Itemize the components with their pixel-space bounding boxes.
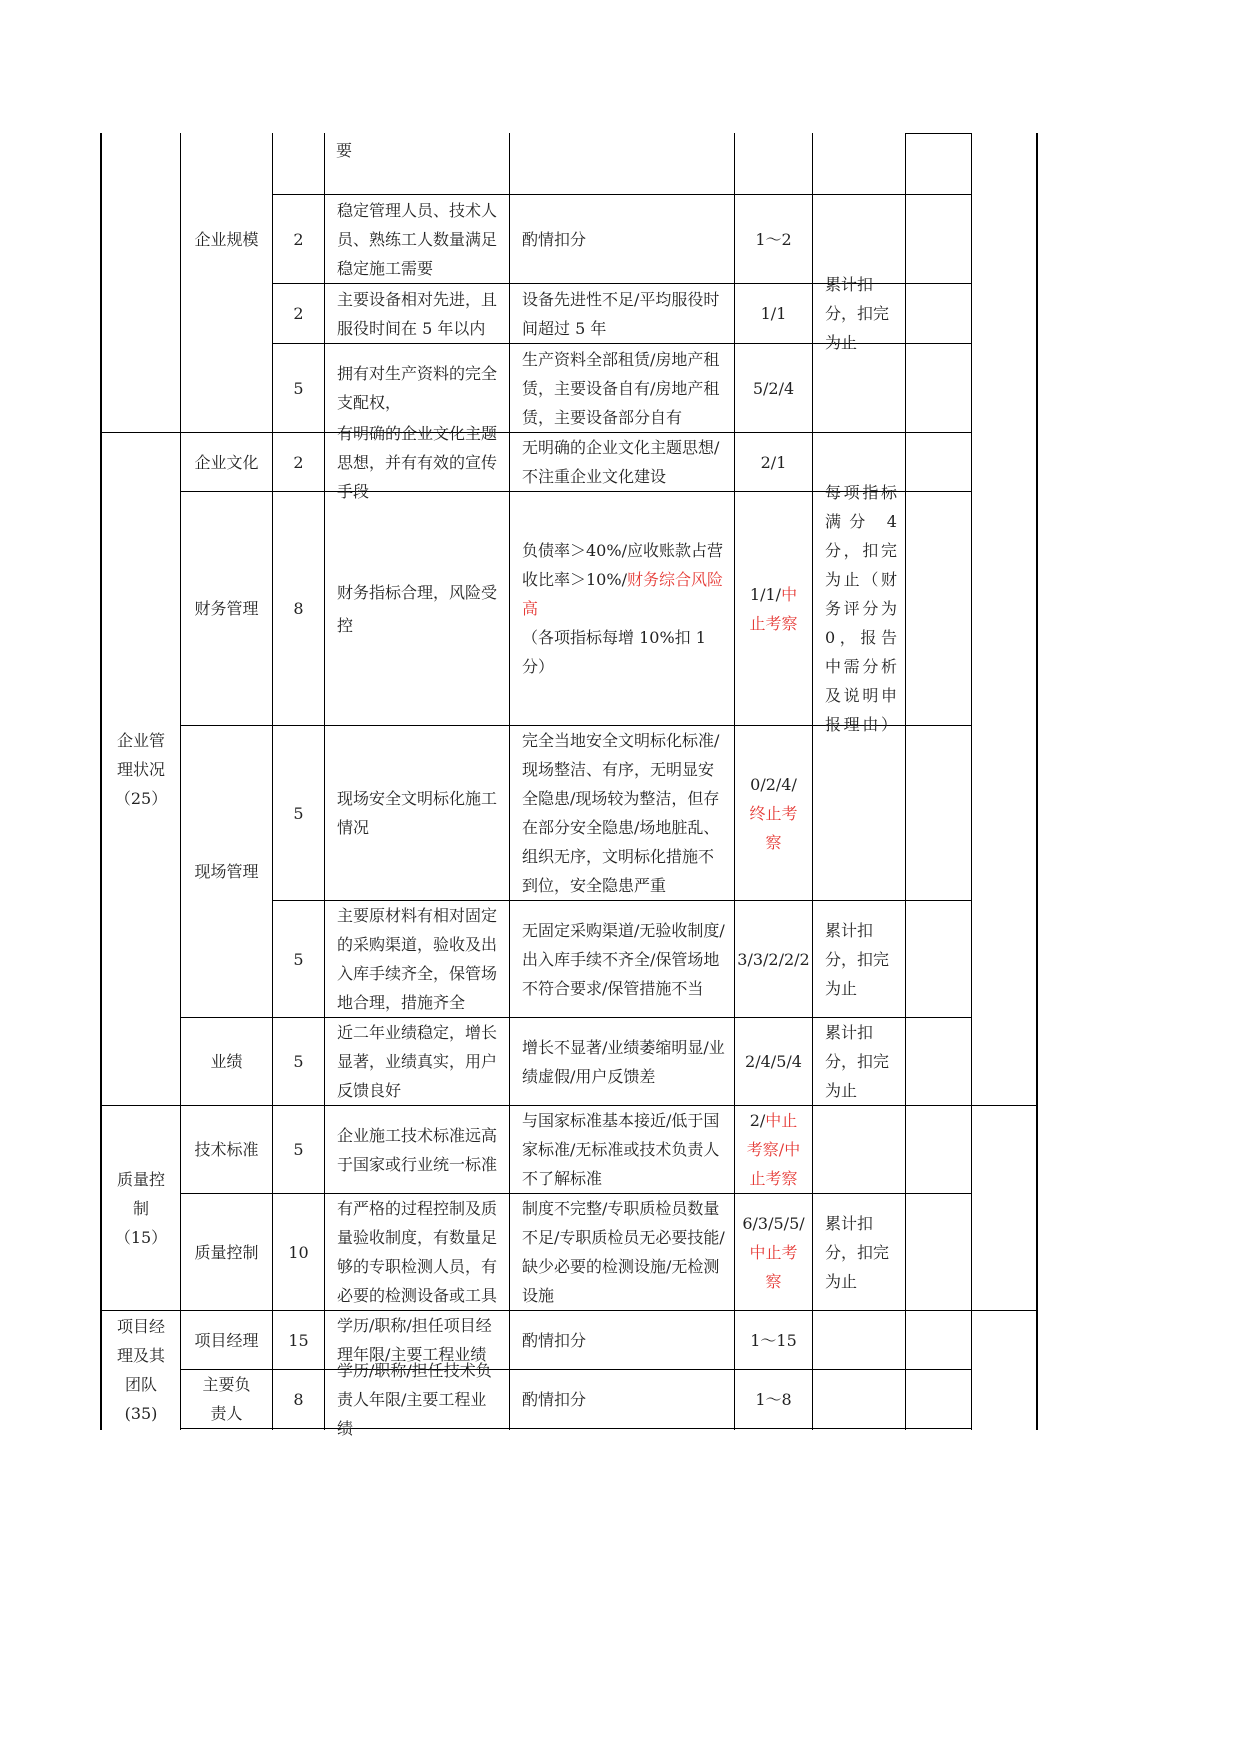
item-text: 主要原材料有相对固定的采购渠道，验收及出入库手续齐全，保管场地合理，措施齐全 xyxy=(337,906,498,1012)
basis-text: 与国家标准基本接近/低于国家标准/无标准或技术负责人不了解标准 xyxy=(522,1111,720,1188)
note-cell xyxy=(813,275,905,352)
score-value: 5 xyxy=(293,1140,304,1159)
score-value: 5 xyxy=(293,1052,304,1071)
score-value: 15 xyxy=(288,1330,309,1350)
sub-label: 主要负责人 xyxy=(202,1375,251,1423)
category-cell xyxy=(102,1106,180,1310)
category-cell xyxy=(102,433,180,1105)
deduction-value: 1～15 xyxy=(750,1330,797,1350)
basis-text: 酌情扣分 xyxy=(522,229,587,249)
basis-text: 增长不显著/业绩萎缩明显/业绩虚假/用户反馈差 xyxy=(522,1037,725,1086)
item-cell xyxy=(325,1360,509,1438)
item-cell xyxy=(325,492,509,725)
basis-text: 生产资料全部租赁/房地产租赁，主要设备自有/房地产租赁，主要设备部分自有 xyxy=(522,349,720,427)
category-cell xyxy=(102,1311,180,1429)
deduction-cell xyxy=(735,1194,812,1310)
item-text: 拥有对生产资料的完全支配权， xyxy=(337,364,498,412)
item-cell xyxy=(325,726,509,900)
deduction-value: 2/4/5/4 xyxy=(745,1052,802,1071)
note-text: 累计扣分，扣完为止 xyxy=(825,920,890,998)
basis-text: 无明确的企业文化主题思想/不注重企业文化建设 xyxy=(522,438,720,486)
deduction-cell xyxy=(735,195,812,283)
sub-label: 现场管理 xyxy=(194,862,259,881)
basis-text: 酌情扣分 xyxy=(522,1389,587,1409)
sub-label: 业绩 xyxy=(210,1052,243,1071)
basis-text: 酌情扣分 xyxy=(522,1330,587,1350)
item-text: 近二年业绩稳定，增长显著，业绩真实，用户反馈良好 xyxy=(337,1023,498,1100)
deduction-value xyxy=(745,770,802,857)
grid-line xyxy=(905,133,972,134)
score-cell xyxy=(273,901,324,1017)
deduction-value: 3/3/2/2/2 xyxy=(737,949,810,969)
grid-line xyxy=(905,133,906,1430)
deduction-cell xyxy=(735,284,812,343)
deduction-cell xyxy=(735,901,812,1017)
note-text: 累计扣分，扣完为止 xyxy=(825,1213,890,1291)
category-label: 项目经理及其团队(35) xyxy=(116,1317,165,1423)
deduction-text: 1/1/ xyxy=(749,584,782,604)
sub-cell xyxy=(181,195,272,283)
deduction-cell xyxy=(735,344,812,432)
deduction-stop-text: 中止考察 xyxy=(749,1242,798,1291)
deduction-stop-text: 中止考察 xyxy=(749,584,798,633)
basis-cell xyxy=(510,1106,734,1193)
sub-cell xyxy=(181,433,272,491)
basis-cell xyxy=(510,344,734,432)
basis-cell xyxy=(510,1311,734,1369)
item-cell xyxy=(325,1106,509,1193)
note-cell xyxy=(813,1018,905,1105)
deduction-stop-text: 中止考察/中止考察 xyxy=(746,1111,801,1188)
score-value: 2 xyxy=(293,229,304,249)
basis-text: 完全当地安全文明标化标准/现场整洁、有序，无明显安全隐患/现场较为整洁，但存在部分安全隐患/场地脏乱、组织无序，文明标化措施不到位，安全隐患严重 xyxy=(522,731,720,895)
basis-text xyxy=(522,536,726,681)
deduction-value xyxy=(747,580,800,638)
basis-cell xyxy=(510,284,734,343)
item-cell xyxy=(325,1194,509,1310)
score-value: 5 xyxy=(293,803,304,823)
deduction-value: 1/1 xyxy=(760,304,787,323)
item-text: 主要设备相对先进，且服役时间在 5 年以内 xyxy=(337,289,498,338)
item-text: 要 xyxy=(336,141,353,160)
grid-line xyxy=(1036,133,1038,1430)
item-text: 有严格的过程控制及质量验收制度，有数量足够的专职检测人员，有必要的检测设备或工具 xyxy=(337,1199,498,1305)
basis-cell xyxy=(510,433,734,491)
deduction-cell xyxy=(735,1370,812,1428)
item-text: 企业施工技术标准远高于国家或行业统一标准 xyxy=(337,1125,498,1174)
score-value: 5 xyxy=(293,949,304,969)
deduction-cell xyxy=(735,492,812,725)
score-value: 2 xyxy=(293,304,304,323)
score-cell xyxy=(273,195,324,283)
score-cell xyxy=(273,433,324,491)
score-value: 8 xyxy=(293,1389,304,1409)
category-label: 企业管理状况（25） xyxy=(114,730,168,808)
note-cell xyxy=(813,901,905,1017)
basis-text: 制度不完整/专职质检员数量不足/专职质检员无必要技能/缺少必要的检测设施/无检测设施 xyxy=(522,1199,725,1305)
deduction-value: 1～8 xyxy=(755,1389,792,1409)
item-cell xyxy=(325,901,509,1017)
sub-cell xyxy=(181,1194,272,1310)
basis-cell xyxy=(510,1018,734,1105)
basis-cell xyxy=(510,901,734,1017)
score-cell xyxy=(273,284,324,343)
deduction-text: 2/ xyxy=(749,1111,766,1130)
deduction-stop-text: 终止考察 xyxy=(749,803,798,852)
score-cell xyxy=(273,1018,324,1105)
item-text: 财务指标合理，风险受控 xyxy=(337,582,498,635)
item-cell xyxy=(325,1018,509,1105)
score-cell xyxy=(273,1370,324,1428)
basis-cell xyxy=(510,195,734,283)
sub-label: 质量控制 xyxy=(194,1242,259,1262)
sub-label: 项目经理 xyxy=(194,1330,259,1350)
basis-text-part: 负债率＞40%/应收账款占营收比率＞10%/ xyxy=(522,541,723,589)
deduction-cell xyxy=(735,1106,812,1193)
basis-text-note: （各项指标每增 10%扣 1 分） xyxy=(522,628,706,676)
score-cell xyxy=(273,1311,324,1369)
category-label: 质量控制（15） xyxy=(114,1169,168,1247)
item-text: 稳定管理人员、技术人员、熟练工人数量满足稳定施工需要 xyxy=(337,200,498,278)
score-cell xyxy=(273,492,324,725)
note-text: 累计扣分，扣完为止 xyxy=(825,275,890,352)
note-text: 每项指标满分 4分，扣完为止（财务评分为 0，报告中需分析及说明申报理由） xyxy=(825,483,897,734)
deduction-cell xyxy=(735,1018,812,1105)
score-cell xyxy=(273,1106,324,1193)
basis-cell xyxy=(510,726,734,900)
note-cell xyxy=(813,483,905,734)
basis-cell xyxy=(510,1194,734,1310)
score-cell xyxy=(273,344,324,432)
sub-cell xyxy=(181,492,272,725)
item-cell xyxy=(325,195,509,283)
sub-label: 企业规模 xyxy=(194,229,259,249)
basis-text: 无固定采购渠道/无验收制度/出入库手续不齐全/保管场地不符合要求/保管措施不当 xyxy=(522,920,725,998)
score-value: 10 xyxy=(288,1242,309,1262)
deduction-value: 5/2/4 xyxy=(752,378,795,398)
note-text: 累计扣分，扣完为止 xyxy=(825,1023,890,1100)
item-text: 学历/职称/担任项目经理年限/主要工程业绩 xyxy=(337,1316,492,1364)
sub-cell xyxy=(181,1018,272,1105)
deduction-cell xyxy=(735,1311,812,1369)
sub-cell xyxy=(181,1106,272,1193)
sub-label: 技术标准 xyxy=(194,1140,259,1159)
deduction-value xyxy=(745,1106,802,1193)
item-text: 现场安全文明标化施工情况 xyxy=(337,789,498,837)
deduction-value xyxy=(742,1209,804,1296)
sub-label: 财务管理 xyxy=(194,599,259,618)
sub-cell xyxy=(181,726,272,1017)
score-value: 5 xyxy=(293,378,304,398)
deduction-value: 1～2 xyxy=(755,229,792,249)
deduction-value: 2/1 xyxy=(760,452,787,472)
deduction-text: 0/2/4/ xyxy=(750,774,797,794)
deduction-cell xyxy=(735,726,812,900)
note-cell xyxy=(813,1194,905,1310)
score-cell xyxy=(273,1194,324,1310)
deduction-text: 6/3/5/5/ xyxy=(742,1213,805,1233)
basis-text: 设备先进性不足/平均服役时间超过 5 年 xyxy=(522,289,720,338)
item-cell xyxy=(325,423,509,501)
item-cell xyxy=(336,134,501,167)
basis-risk-text: 财务综合风险高 xyxy=(522,570,723,618)
deduction-cell xyxy=(735,433,812,491)
basis-cell xyxy=(510,492,734,725)
item-text: 有明确的企业文化主题思想，并有有效的宣传手段 xyxy=(337,423,498,501)
score-cell xyxy=(273,726,324,900)
score-value: 2 xyxy=(293,452,304,472)
sub-label: 企业文化 xyxy=(194,452,259,472)
sub-cell xyxy=(181,1311,272,1369)
grid-line xyxy=(180,1428,972,1429)
item-cell xyxy=(325,284,509,343)
sub-cell xyxy=(181,1370,272,1428)
basis-cell xyxy=(510,1370,734,1428)
grid-line xyxy=(971,133,972,1430)
score-value: 8 xyxy=(293,599,304,618)
item-text: 学历/职称/担任技术负责人年限/主要工程业绩 xyxy=(337,1360,492,1438)
